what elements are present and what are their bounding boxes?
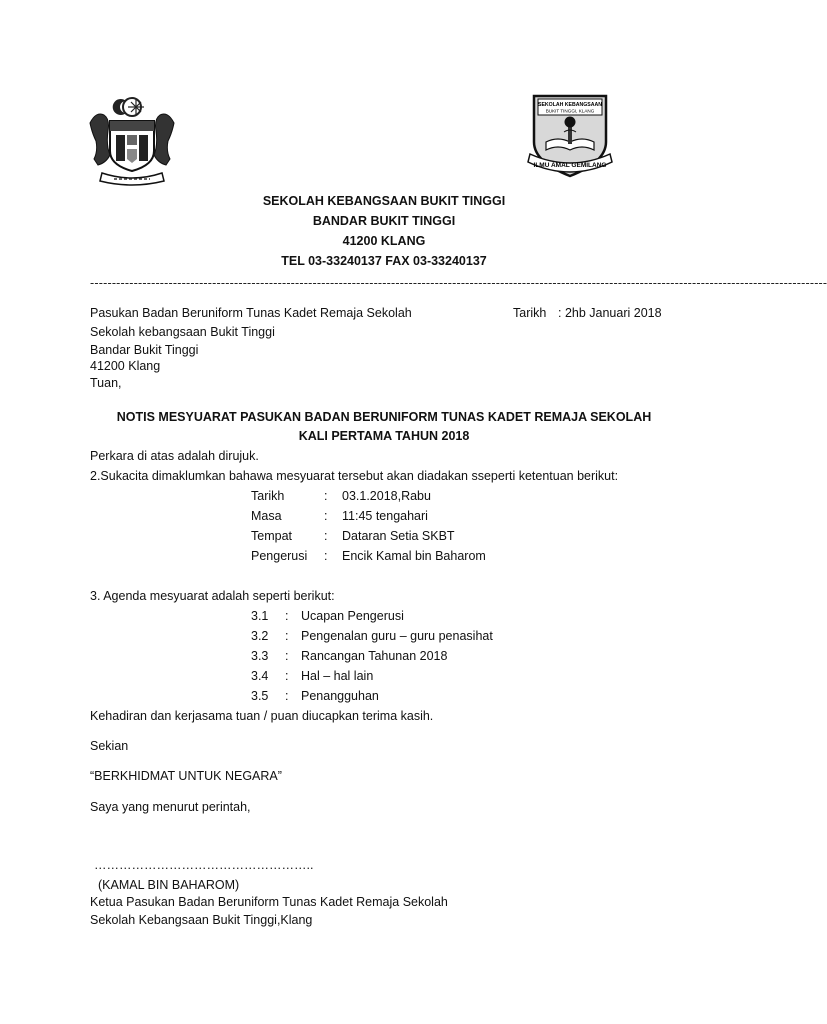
agenda-separator: : xyxy=(285,669,289,683)
closing-line: Sekian xyxy=(90,739,129,753)
detail-value: Dataran Setia SKBT xyxy=(342,529,455,543)
signoff-line: Saya yang menurut perintah, xyxy=(90,800,251,814)
body-paragraph-2: 2.Sukacita dimaklumkan bahawa mesyuarat tersebut akan diadakan sseperti ketentuan berikut: xyxy=(90,469,619,483)
recipient-line-1: Pasukan Badan Beruniform Tunas Kadet Remaja Sekolah xyxy=(90,306,412,320)
detail-separator: : xyxy=(324,529,328,543)
agenda-number: 3.3 xyxy=(251,649,269,663)
recipient-line-4: 41200 Klang xyxy=(90,359,161,373)
date-label: Tarikh xyxy=(513,306,547,320)
school-town: BANDAR BUKIT TINGGI xyxy=(312,214,456,228)
agenda-separator: : xyxy=(285,609,289,623)
signatory-role: Ketua Pasukan Badan Beruniform Tunas Kadet Remaja Sekolah xyxy=(90,895,448,909)
agenda-number: 3.2 xyxy=(251,629,269,643)
agenda-separator: : xyxy=(285,689,289,703)
crest-motto: ILMU AMAL GEMILANG xyxy=(533,162,607,169)
agenda-item: Penangguhan xyxy=(301,689,379,703)
agenda-item: Pengenalan guru – guru penasihat xyxy=(301,629,493,643)
date-value: : 2hb Januari 2018 xyxy=(558,306,662,320)
agenda-separator: : xyxy=(285,649,289,663)
school-postcode: 41200 KLANG xyxy=(342,234,426,248)
detail-label: Pengerusi xyxy=(251,549,308,563)
separator-line: ------------------------------------------------------------------------------------------------------------------------------------------------------------------------- xyxy=(90,276,827,290)
school-name: SEKOLAH KEBANGSAAN BUKIT TINGGI xyxy=(262,194,506,208)
body-paragraph-3: 3. Agenda mesyuarat adalah seperti berikut: xyxy=(90,589,335,603)
detail-separator: : xyxy=(324,509,328,523)
signatory-name: (KAMAL BIN BAHAROM) xyxy=(98,878,240,892)
detail-label: Tempat xyxy=(251,529,292,543)
agenda-number: 3.5 xyxy=(251,689,269,703)
signatory-school: Sekolah Kebangsaan Bukit Tinggi,Klang xyxy=(90,913,313,927)
agenda-number: 3.1 xyxy=(251,609,269,623)
detail-label: Masa xyxy=(251,509,282,523)
thanks-line: Kehadiran dan kerjasama tuan / puan diucapkan terima kasih. xyxy=(90,709,434,723)
agenda-number: 3.4 xyxy=(251,669,269,683)
motto-line: “BERKHIDMAT UNTUK NEGARA” xyxy=(90,769,282,783)
body-paragraph-1: Perkara di atas adalah dirujuk. xyxy=(90,449,259,463)
recipient-line-2: Sekolah kebangsaan Bukit Tinggi xyxy=(90,325,275,339)
detail-separator: : xyxy=(324,549,328,563)
agenda-item: Ucapan Pengerusi xyxy=(301,609,404,623)
agenda-item: Rancangan Tahunan 2018 xyxy=(301,649,448,663)
notice-title-line-2: KALI PERTAMA TAHUN 2018 xyxy=(298,429,470,443)
detail-value: 03.1.2018,Rabu xyxy=(342,489,431,503)
detail-value: Encik Kamal bin Baharom xyxy=(342,549,486,563)
detail-separator: : xyxy=(324,489,328,503)
crest-label-sub: BUKIT TINGGI, KLANG xyxy=(545,108,595,114)
coat-of-arms-logo xyxy=(80,93,184,189)
recipient-line-3: Bandar Bukit Tinggi xyxy=(90,343,199,357)
detail-label: Tarikh xyxy=(251,489,285,503)
salutation: Tuan, xyxy=(90,376,122,390)
notice-title-line-1: NOTIS MESYUARAT PASUKAN BADAN BERUNIFORM TUNAS KADET REMAJA SEKOLAH xyxy=(116,410,652,424)
school-crest-logo xyxy=(524,92,616,180)
agenda-item: Hal – hal lain xyxy=(301,669,374,683)
detail-value: 11:45 tengahari xyxy=(342,509,428,523)
agenda-separator: : xyxy=(285,629,289,643)
crest-label-top: SEKOLAH KEBANGSAAN xyxy=(538,102,602,108)
signature-dots: …………………………………………….. xyxy=(94,858,314,872)
school-phone-fax: TEL 03-33240137 FAX 03-33240137 xyxy=(281,254,487,268)
